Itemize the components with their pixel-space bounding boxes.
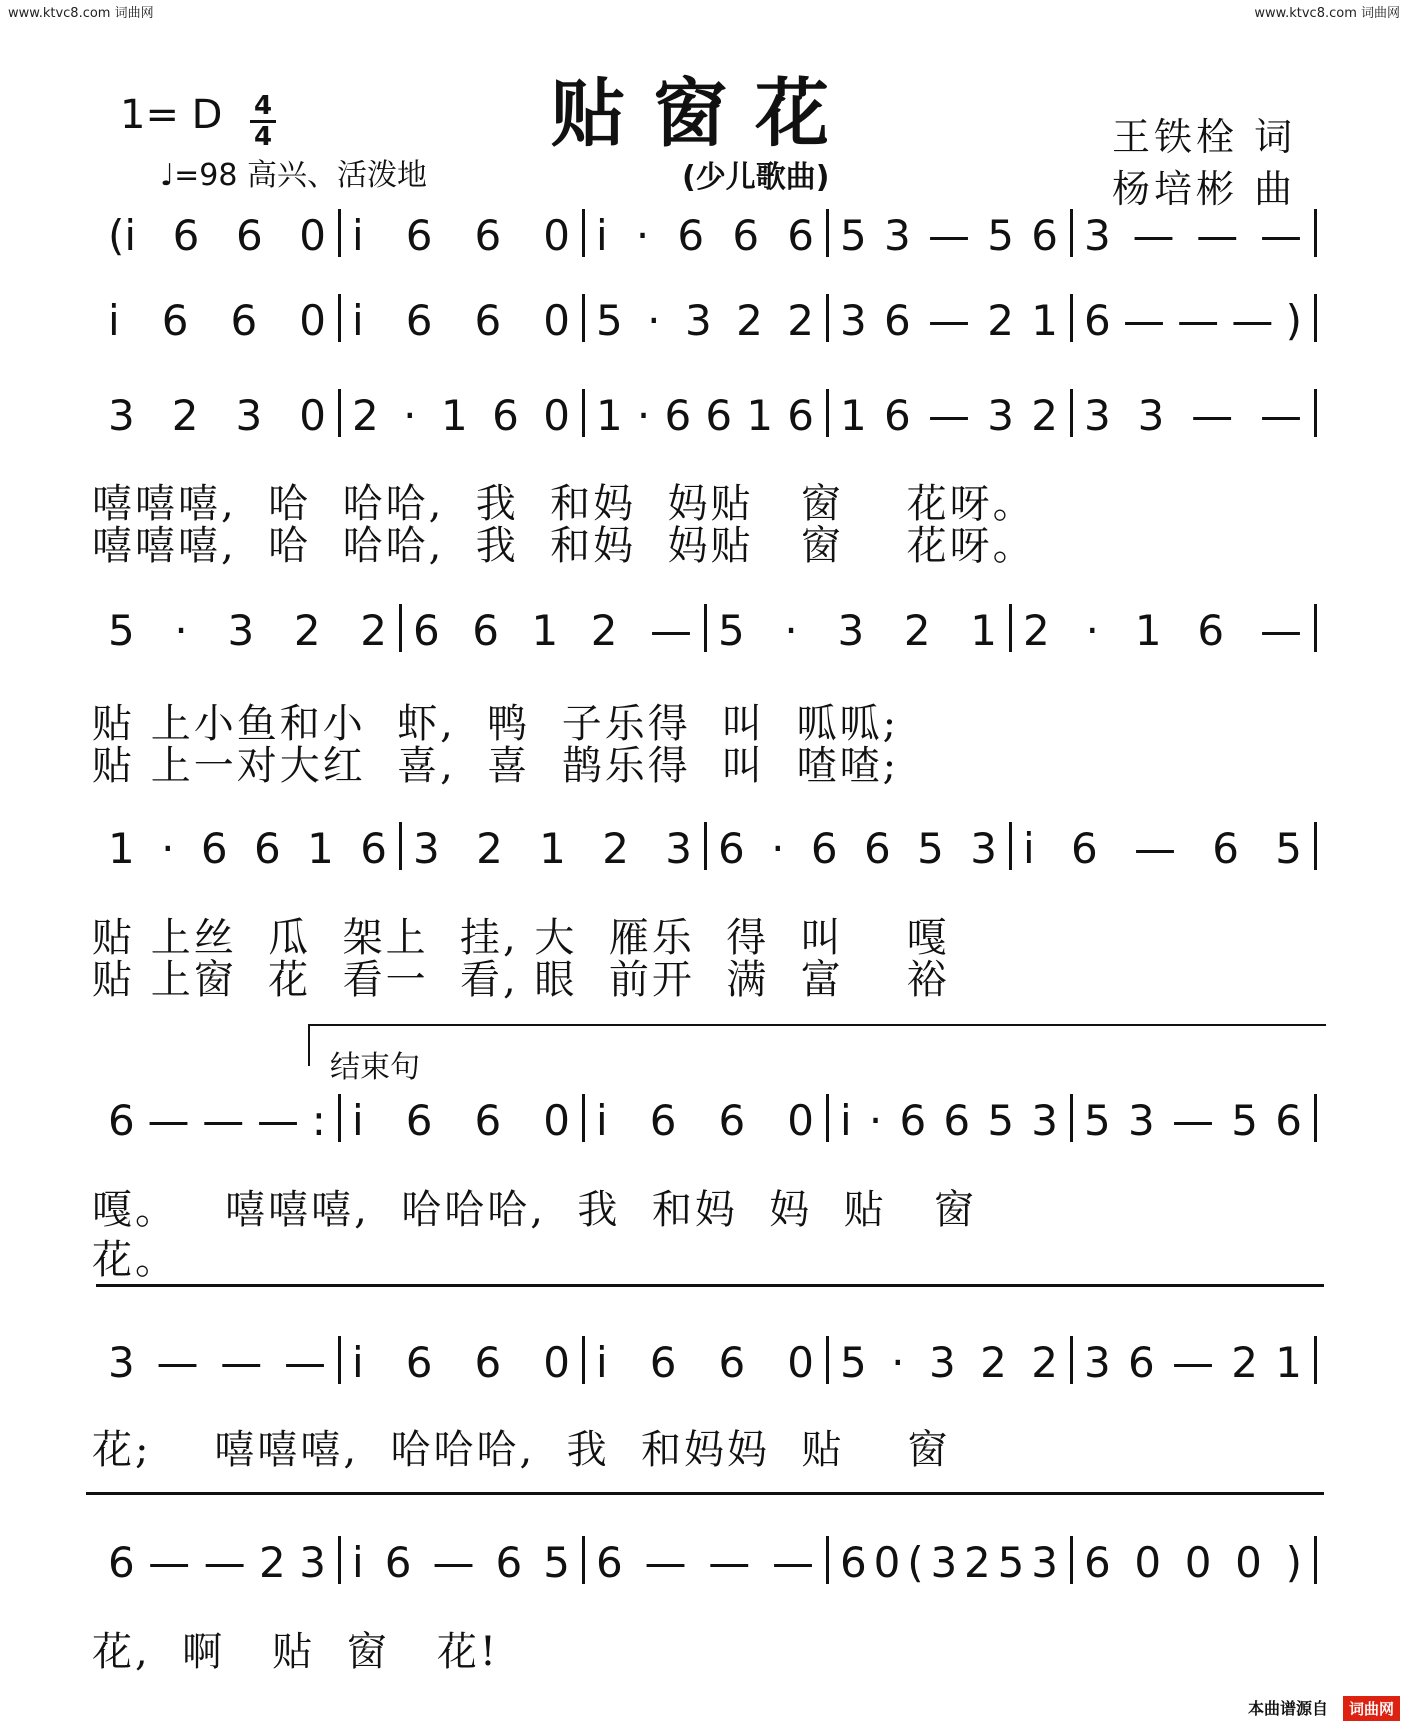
note: 2: [980, 1337, 1007, 1387]
note: —: [650, 605, 692, 655]
note: i: [352, 210, 364, 260]
note: 6: [472, 605, 499, 655]
bar-line: [582, 294, 585, 342]
note: 5: [840, 1337, 867, 1387]
note: —: [644, 1537, 687, 1587]
measure: [108, 290, 326, 350]
bar-line: [1314, 604, 1317, 652]
note: 3: [970, 823, 997, 873]
note: 3: [299, 1537, 326, 1587]
measure: [1084, 1532, 1302, 1592]
note: i: [352, 295, 364, 345]
note: 6: [405, 295, 433, 345]
measure: [352, 1332, 570, 1392]
note: 6: [732, 210, 760, 260]
note: i: [352, 1537, 364, 1587]
bar-line: [826, 1336, 829, 1384]
note: 0: [299, 295, 326, 345]
note: —: [147, 1095, 190, 1145]
note: 2: [964, 1537, 991, 1587]
note: 6: [677, 210, 705, 260]
bar-line: [338, 294, 341, 342]
note: —: [928, 210, 970, 260]
lyric-line: 贴 上小鱼和小 虾, 鸭 子乐得 叫 呱呱;: [92, 701, 900, 747]
bar-line: [704, 604, 707, 652]
note: —: [148, 1537, 191, 1587]
note: —: [928, 390, 970, 440]
note: 6: [1084, 295, 1111, 345]
composer-credit: 杨培彬 曲: [1112, 167, 1297, 211]
bar-line: [582, 1536, 585, 1584]
time-top: 4: [253, 91, 273, 121]
note: i: [352, 1095, 364, 1145]
note: 3: [1084, 390, 1111, 440]
note: 0: [1134, 1537, 1162, 1587]
note: 3: [930, 1537, 958, 1587]
footer-source: 本曲谱源自: [1247, 1699, 1328, 1718]
staff-line: [100, 1332, 1325, 1392]
bar-line: [1314, 294, 1317, 342]
note: 0: [299, 210, 326, 260]
note: 6: [1084, 1537, 1111, 1587]
note: —: [1191, 390, 1234, 440]
note: —: [220, 1337, 263, 1387]
note: 0: [299, 390, 326, 440]
note: 2: [1231, 1337, 1258, 1387]
note: 6: [254, 823, 281, 873]
measure: [840, 1332, 1058, 1392]
note: 5: [1084, 1095, 1111, 1145]
note: 0: [787, 1095, 814, 1145]
note: 5: [108, 605, 135, 655]
note: 1: [970, 605, 997, 655]
lyric-line: 贴 上窗 花 看一 看, 眼 前开 满 富 裕: [92, 957, 950, 1003]
note: i: [1023, 823, 1035, 873]
song-title: 贴窗花: [551, 71, 857, 157]
bar-line: [582, 1336, 585, 1384]
note: —: [1260, 390, 1302, 440]
lyric-line: 贴 上丝 瓜 架上 挂, 大 雁乐 得 叫 嘎: [92, 915, 950, 961]
note: 1: [440, 390, 468, 440]
note: 3: [684, 295, 712, 345]
note: 3: [1084, 1337, 1111, 1387]
measure: [1084, 1332, 1302, 1392]
measure: [352, 205, 570, 265]
note: —: [771, 1537, 814, 1587]
measure: [108, 385, 326, 445]
note: ·: [635, 210, 650, 260]
note: 6: [474, 1337, 502, 1387]
note: 0: [543, 1337, 570, 1387]
note: —: [1132, 210, 1175, 260]
staff-line: [100, 818, 1325, 878]
staff-line: [100, 290, 1325, 350]
note: 6: [1197, 605, 1225, 655]
note: 2: [1031, 1337, 1058, 1387]
bar-line: [399, 822, 402, 870]
measure: [840, 385, 1058, 445]
bar-line: [1314, 389, 1317, 437]
note: 5: [718, 605, 745, 655]
bar-line: [1070, 1336, 1073, 1384]
measure: [1084, 205, 1302, 265]
note: 6: [649, 1337, 677, 1387]
note: 6: [864, 823, 891, 873]
section-divider: [86, 1492, 1324, 1495]
note: 6: [413, 605, 440, 655]
bar-line: [1009, 822, 1012, 870]
note: 6: [1070, 823, 1098, 873]
bar-line: [1314, 1536, 1317, 1584]
note: —: [928, 295, 970, 345]
note: 6: [235, 210, 263, 260]
staff-line: [100, 1090, 1325, 1150]
note: 1: [108, 823, 135, 873]
note: 2: [736, 295, 763, 345]
tempo-marking: ♩=98 高兴、活泼地: [160, 158, 427, 193]
note: ): [1285, 295, 1302, 345]
ending-bracket: [308, 1024, 1326, 1066]
note: 2: [602, 823, 629, 873]
note: 6: [596, 1537, 623, 1587]
bar-line: [704, 822, 707, 870]
measure: [1084, 385, 1302, 445]
note: 6: [899, 1095, 927, 1145]
measure: [352, 1090, 570, 1150]
note: ·: [784, 605, 798, 655]
lyric-line: 嘎。 嘻嘻嘻, 哈哈哈, 我 和妈 妈 贴 窗: [92, 1187, 977, 1233]
bar-line: [1314, 1336, 1317, 1384]
bar-line: [1314, 1094, 1317, 1142]
measure: [596, 385, 814, 445]
note: 6: [787, 210, 814, 260]
note: 6: [884, 295, 911, 345]
bar-line: [826, 294, 829, 342]
measure: [596, 290, 814, 350]
note: 6: [474, 1095, 502, 1145]
bar-line: [1070, 1536, 1073, 1584]
measure: [108, 600, 387, 660]
bar-line: [338, 1094, 341, 1142]
measure: [596, 1532, 814, 1592]
note: ·: [403, 390, 417, 440]
note: —: [1172, 1337, 1214, 1387]
note: 6: [384, 1537, 412, 1587]
note: 0: [543, 390, 570, 440]
lyric-line: 花。: [92, 1237, 178, 1283]
measure: [108, 1090, 326, 1150]
ending-label: 结束句: [330, 1050, 420, 1085]
note: 6: [718, 1337, 746, 1387]
bar-line: [338, 1536, 341, 1584]
note: 0: [543, 210, 570, 260]
note: 5: [1231, 1095, 1258, 1145]
bar-line: [1070, 389, 1073, 437]
note: 3: [413, 823, 440, 873]
note: 0: [543, 1095, 570, 1145]
note: 6: [718, 823, 745, 873]
note: ·: [891, 1337, 905, 1387]
note: ): [1285, 1537, 1302, 1587]
bar-line: [582, 209, 585, 257]
note: 3: [840, 295, 867, 345]
note: —: [1177, 295, 1220, 345]
note: 3: [108, 1337, 135, 1387]
measure: [840, 290, 1058, 350]
time-bottom: 4: [253, 122, 273, 152]
note: 6: [474, 210, 502, 260]
note: i: [352, 1337, 364, 1387]
bar-line: [399, 604, 402, 652]
note: i: [596, 1337, 608, 1387]
note: 6: [161, 295, 189, 345]
measure: [1084, 1090, 1302, 1150]
measure: [718, 600, 997, 660]
bar-line: [582, 389, 585, 437]
measure: [718, 818, 997, 878]
note: :: [311, 1095, 326, 1145]
note: 0: [543, 295, 570, 345]
note: 2: [590, 605, 618, 655]
note: 3: [108, 390, 135, 440]
note: —: [432, 1537, 475, 1587]
watermark-left: www.ktvc8.com 词曲网: [8, 6, 154, 21]
note: 3: [928, 1337, 956, 1387]
note: 6: [884, 390, 911, 440]
bar-line: [338, 389, 341, 437]
staff-line: [100, 205, 1325, 265]
measure: [352, 385, 570, 445]
note: —: [1122, 295, 1165, 345]
lyric-line: 嘻嘻嘻, 哈 哈哈, 我 和妈 妈贴 窗 花呀。: [92, 523, 1036, 569]
note: 6: [649, 1095, 677, 1145]
note: 6: [474, 295, 502, 345]
footer-logo: 词曲网: [1343, 1696, 1400, 1721]
staff-line: [100, 385, 1325, 445]
note: —: [1259, 210, 1302, 260]
lyric-line: 花; 嘻嘻嘻, 哈哈哈, 我 和妈妈 贴 窗: [92, 1427, 951, 1473]
note: 6: [718, 1095, 746, 1145]
note: 2: [293, 605, 321, 655]
measure: [1023, 818, 1302, 878]
note: 3: [1031, 1095, 1058, 1145]
note: 6: [108, 1095, 135, 1145]
note: 3: [227, 605, 255, 655]
staff-line: [100, 1532, 1325, 1592]
note: —: [283, 1337, 326, 1387]
measure: [108, 1332, 326, 1392]
note: 1: [1275, 1337, 1302, 1387]
note: 6: [360, 823, 387, 873]
watermark-right: www.ktvc8.com 词曲网: [1254, 6, 1400, 21]
note: ·: [161, 823, 175, 873]
note: 6: [705, 390, 733, 440]
staff-line: [100, 600, 1325, 660]
note: 1: [531, 605, 559, 655]
note: 2: [987, 295, 1014, 345]
measure: [108, 818, 387, 878]
measure: [596, 1090, 814, 1150]
note: 2: [903, 605, 931, 655]
note: i: [840, 1095, 852, 1145]
measure: [840, 1532, 1058, 1592]
note: 2: [360, 605, 387, 655]
bar-line: [338, 1336, 341, 1384]
measure: [840, 205, 1058, 265]
note: (: [907, 1537, 924, 1587]
note: 6: [1128, 1337, 1155, 1387]
note: 0: [873, 1537, 901, 1587]
note: 5: [543, 1537, 570, 1587]
note: 6: [492, 390, 519, 440]
note: ·: [1085, 605, 1099, 655]
note: 3: [1137, 390, 1165, 440]
note: 3: [987, 390, 1014, 440]
bar-line: [826, 209, 829, 257]
measure: [840, 1090, 1058, 1150]
bar-line: [1070, 294, 1073, 342]
bar-line: [826, 389, 829, 437]
note: 6: [840, 1537, 867, 1587]
note: 2: [352, 390, 379, 440]
note: ·: [636, 390, 651, 440]
note: i: [596, 1095, 608, 1145]
note: 2: [1023, 605, 1050, 655]
measure: [1084, 290, 1302, 350]
note: 5: [840, 210, 867, 260]
note: ·: [771, 823, 785, 873]
measure: [108, 1532, 326, 1592]
lyric-line: 嘻嘻嘻, 哈 哈哈, 我 和妈 妈贴 窗 花呀。: [92, 481, 1036, 527]
note: —: [203, 1537, 246, 1587]
key-signature: 1= D: [120, 92, 223, 138]
note: —: [1172, 1095, 1214, 1145]
bar-line: [1070, 209, 1073, 257]
note: 3: [665, 823, 692, 873]
note: 5: [917, 823, 944, 873]
note: 6: [405, 1095, 433, 1145]
measure: [108, 205, 326, 265]
note: 2: [259, 1537, 286, 1587]
note: 5: [987, 1095, 1015, 1145]
lyric-line: 花, 啊 贴 窗 花!: [92, 1629, 499, 1675]
measure: [413, 818, 692, 878]
bar-line: [338, 209, 341, 257]
bar-line: [1009, 604, 1012, 652]
time-signature: [250, 92, 276, 151]
note: 1: [746, 390, 774, 440]
note: ·: [174, 605, 188, 655]
section-divider: [96, 1284, 1324, 1287]
note: 2: [787, 295, 814, 345]
bar-line: [826, 1094, 829, 1142]
note: 3: [235, 390, 263, 440]
note: 0: [1184, 1537, 1212, 1587]
note: 1: [1134, 605, 1162, 655]
note: —: [1133, 823, 1176, 873]
note: 6: [943, 1095, 971, 1145]
bar-line: [1314, 822, 1317, 870]
measure: [596, 1332, 814, 1392]
note: 6: [172, 210, 200, 260]
bar-line: [582, 1094, 585, 1142]
note: 6: [1275, 1095, 1302, 1145]
note: 5: [1275, 823, 1302, 873]
measure: [352, 290, 570, 350]
note: 5: [997, 1537, 1025, 1587]
note: —: [202, 1095, 245, 1145]
note: 1: [1031, 295, 1058, 345]
song-subtitle: (少儿歌曲): [682, 160, 830, 195]
note: 1: [840, 390, 867, 440]
note: 6: [1212, 823, 1239, 873]
note: —: [1260, 605, 1302, 655]
note: —: [257, 1095, 300, 1145]
note: 5: [596, 295, 623, 345]
measure: [596, 205, 814, 265]
note: 0: [787, 1337, 814, 1387]
note: 6: [664, 390, 692, 440]
measure: [413, 600, 692, 660]
note: 2: [476, 823, 503, 873]
note: —: [1196, 210, 1239, 260]
bar-line: [1070, 1094, 1073, 1142]
note: 2: [1031, 390, 1058, 440]
note: —: [708, 1537, 751, 1587]
note: 6: [810, 823, 838, 873]
note: ·: [868, 1095, 883, 1145]
note: 1: [539, 823, 566, 873]
note: (i: [108, 210, 137, 260]
note: 6: [200, 823, 228, 873]
note: 3: [1084, 210, 1111, 260]
note: i: [596, 210, 608, 260]
note: ·: [647, 295, 661, 345]
note: 2: [171, 390, 199, 440]
note: 6: [230, 295, 258, 345]
note: 1: [596, 390, 623, 440]
note: 6: [405, 1337, 433, 1387]
note: 6: [108, 1537, 135, 1587]
note: —: [1231, 295, 1274, 345]
bar-line: [1314, 209, 1317, 257]
note: i: [108, 295, 120, 345]
note: 3: [884, 210, 911, 260]
note: 3: [1128, 1095, 1155, 1145]
note: 3: [837, 605, 865, 655]
lyricist-credit: 王铁栓 词: [1112, 115, 1297, 159]
note: 5: [987, 210, 1014, 260]
bar-line: [826, 1536, 829, 1584]
note: 0: [1235, 1537, 1262, 1587]
measure: [1023, 600, 1302, 660]
lyric-line: 贴 上一对大红 喜, 喜 鹊乐得 叫 喳喳;: [92, 743, 900, 789]
note: 6: [495, 1537, 523, 1587]
measure: [352, 1532, 570, 1592]
note: 6: [1031, 210, 1058, 260]
note: —: [156, 1337, 199, 1387]
note: 3: [1031, 1537, 1058, 1587]
note: 6: [405, 210, 433, 260]
note: 1: [307, 823, 334, 873]
note: 6: [787, 390, 814, 440]
